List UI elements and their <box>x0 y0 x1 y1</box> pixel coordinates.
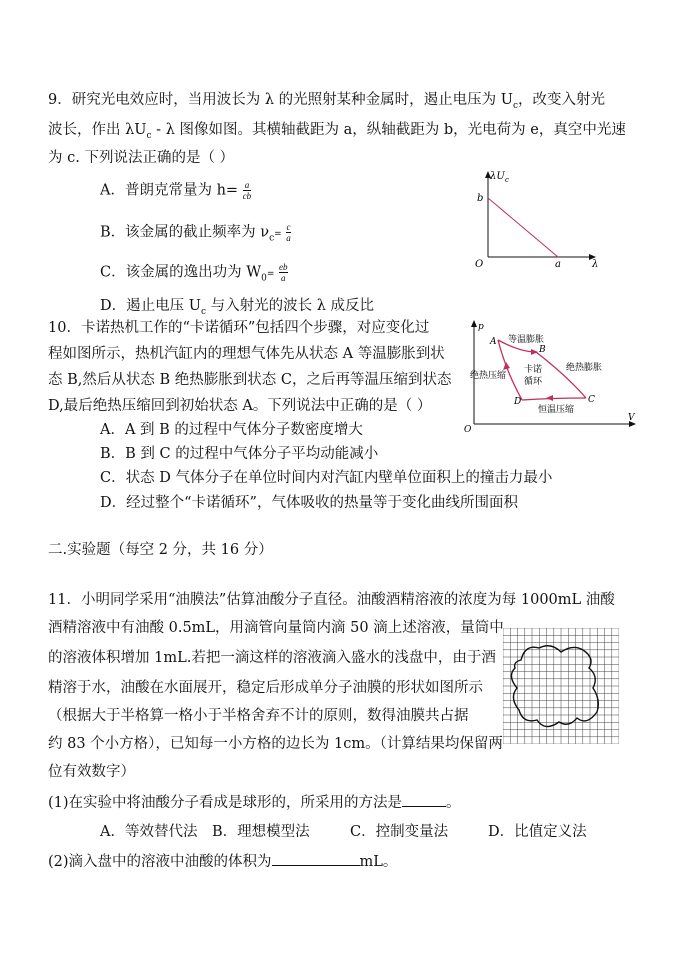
q10-line1: 10．卡诺热机工作的“卡诺循环”包括四个步骤，对应变化过 <box>48 320 430 336</box>
q9-option-d-sub: c <box>200 306 207 317</box>
q11-line5: （根据大于半格算一格小于半格舍弃不计的原则，数得油膜共占据 <box>48 708 469 724</box>
q9-line1-sub: c <box>512 100 519 111</box>
q11-sub1-text: (1)在实验中将油酸分子看成是球形的，所采用的方法是 <box>48 795 403 811</box>
q9-option-b-text: B．该金属的截止频率为 ν <box>100 224 270 241</box>
q11-sub1-end: 。 <box>446 795 461 811</box>
q9-option-d-tail: 与入射光的波长 λ 成反比 <box>206 298 375 314</box>
grid-lines <box>503 628 619 744</box>
q10-diagram <box>462 316 640 434</box>
q9-option-c-text: C．该金属的逸出功为 W <box>100 264 262 281</box>
q11-oil-film-grid <box>503 628 619 744</box>
q10-option-a[interactable]: A．A 到 B 的过程中气体分子数密度增大 <box>100 422 363 438</box>
q10-p-label: p <box>478 322 484 332</box>
q9-line1-tail: ，改变入射光 <box>518 92 606 108</box>
q9-option-c-num: eb <box>279 262 288 272</box>
q11-sub1 <box>48 792 461 813</box>
q9-option-c-eq: = <box>266 269 275 280</box>
q9-option-b-eq: = <box>274 229 282 240</box>
q9-option-a[interactable] <box>100 180 251 201</box>
q9-option-a-fraction <box>243 180 252 201</box>
q11-sub1-option-a[interactable]: A．等效替代法 <box>100 824 198 840</box>
q9-option-c-den: a <box>281 273 286 283</box>
q10-arrow-da <box>503 362 510 370</box>
q9-graph-a-label: a <box>555 259 561 270</box>
q10-option-c[interactable]: C．状态 D 气体分子在单位时间内对汽缸内壁单位面积上的撞击力最小 <box>100 470 553 486</box>
q9-line1-text: 9．研究光电效应时，当用波长为 λ 的光照射某种金属时，遏止电压为 U <box>48 92 513 108</box>
q10-curve-cd <box>522 398 586 400</box>
q10-point-b: B <box>539 345 546 355</box>
q10-point-a: A <box>490 337 497 347</box>
section-heading: 二.实验题（每空 2 分，共 16 分） <box>48 542 273 558</box>
q10-point-c: C <box>588 395 595 405</box>
q9-option-b[interactable] <box>100 222 291 248</box>
q11-sub2-end: mL。 <box>359 854 398 870</box>
q9-graph-xlabel: λ <box>592 259 599 270</box>
q11-line3: 的溶液体积增加 1mL.若把一滴这样的溶液滴入盛水的浅盘中，由于酒 <box>48 650 496 666</box>
q10-label-isothermal-compression: 恒温压缩 <box>538 405 575 415</box>
q10-line3: 态 B,然后从状态 B 绝热膨胀到状态 C，之后再等温压缩到状态 <box>48 372 452 388</box>
q9-line2-tail: - λ 图像如图。其横轴截距为 a，纵轴截距为 b，光电荷为 e，真空中光速 <box>151 122 626 138</box>
q10-line4: D,最后绝热压缩回到初始状态 A。下列说法中正确的是（ ） <box>48 398 432 414</box>
q9-option-d-text: D．遏止电压 U <box>100 298 201 314</box>
q9-line3: 为 c. 下列说法正确的是（ ） <box>48 150 235 166</box>
q9-graph <box>470 165 610 275</box>
q10-v-label: V <box>628 413 635 423</box>
q9-graph-ylabel-sub: c <box>505 176 509 184</box>
q9-graph-b-label: b <box>477 193 484 204</box>
q10-label-isothermal-expansion: 等温膨胀 <box>508 335 545 345</box>
q9-option-a-num: a <box>244 180 250 190</box>
q11-line4: 精溶于水，油酸在水面展开，稳定后形成单分子油膜的形状如图所示 <box>48 680 483 696</box>
q11-sub2-blank[interactable] <box>272 851 360 866</box>
q9-option-b-den: a <box>286 233 291 243</box>
q9-graph-line <box>488 198 558 257</box>
q9-line2-sub: c <box>146 130 152 141</box>
q10-label-cycle-2: 循环 <box>524 377 543 387</box>
q10-label-adiabatic-expansion: 绝热膨胀 <box>566 363 603 373</box>
q11-line7: 位有效数字） <box>48 764 135 780</box>
q9-line2-text: 波长，作出 λU <box>48 122 147 138</box>
q9-option-c[interactable] <box>100 262 288 288</box>
q10-option-d[interactable]: D．经过整个“卡诺循环”，气体吸收的热量等于变化曲线所围面积 <box>100 495 518 511</box>
q11-line6: 约 83 个小方格），已知每一小方格的边长为 1cm。（计算结果均保留两 <box>48 736 503 752</box>
q9-option-c-sub: 0 <box>261 273 267 284</box>
q9-option-c-fraction <box>279 262 288 283</box>
q10-curve-bc <box>536 352 586 398</box>
q9-option-a-text: A．普朗克常量为 h= <box>100 182 239 199</box>
q11-line2: 酒精溶液中有油酸 0.5mL，用滴管向量筒内滴 50 滴上述溶液，量筒中 <box>48 620 504 636</box>
q10-p-arrow <box>471 320 477 327</box>
q10-o-label: O <box>464 425 472 434</box>
q10-label-adiabatic-compression: 绝热压缩 <box>470 371 507 381</box>
q10-line2: 程如图所示，热机汽缸内的理想气体先从状态 A 等温膨胀到状 <box>48 346 445 362</box>
q9-line2 <box>48 120 626 146</box>
q10-option-b[interactable]: B．B 到 C 的过程中气体分子平均动能减小 <box>100 446 379 462</box>
q9-option-b-num: c <box>286 222 291 232</box>
q11-sub2 <box>48 851 397 872</box>
q11-sub2-text: (2)滴入盘中的溶液中油酸的体积为 <box>48 854 272 870</box>
q11-sub1-option-d[interactable]: D．比值定义法 <box>488 824 587 840</box>
q9-option-a-den: cb <box>242 191 252 201</box>
q9-line1 <box>48 90 605 116</box>
q9-graph-origin: O <box>475 259 484 270</box>
q11-line1: 11．小明同学采用“油膜法”估算油酸分子直径。油酸酒精溶液的浓度为每 1000mL 油酸 <box>48 592 615 608</box>
q11-sub1-option-b[interactable]: B．理想模型法 <box>212 824 310 840</box>
q9-option-b-fraction <box>286 222 291 243</box>
q9-option-b-sub: c <box>269 233 275 244</box>
q10-arrow-cd <box>546 395 553 401</box>
q10-label-cycle-1: 卡诺 <box>524 365 543 375</box>
q9-graph-ylabel: λU <box>490 171 505 182</box>
q10-point-d: D <box>514 397 522 407</box>
q11-sub1-option-c[interactable]: C．控制变量法 <box>350 824 449 840</box>
q11-sub1-blank[interactable] <box>402 792 446 807</box>
